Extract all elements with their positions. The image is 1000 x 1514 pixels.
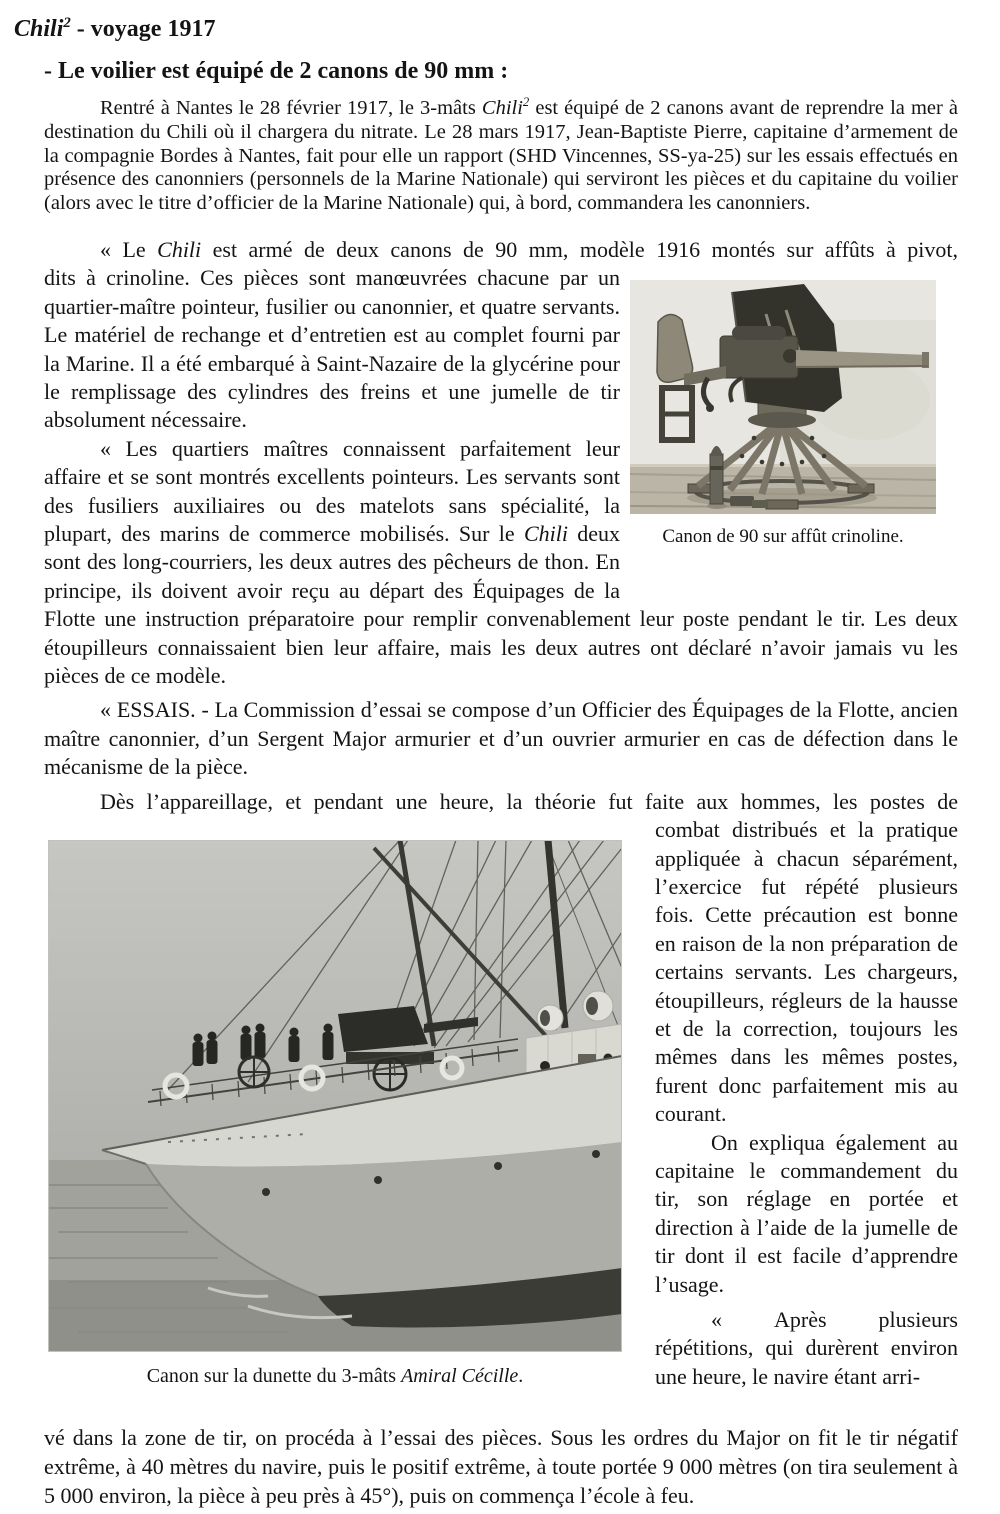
- ship-wheel: [239, 1057, 269, 1087]
- intro-paragraph: [44, 97, 958, 216]
- page-title: [14, 16, 958, 43]
- intro-ship-name: Chili: [481, 97, 523, 119]
- intro-superscript: 2: [522, 95, 530, 110]
- final-paragraph: vé dans la zone de tir, on procéda à l’essai des pièces. Sous les ordres du Major on fit le tir négatif extrême, à 40 mètres du navire, puis le positif extrême, à toute portée 9 000 mètres (on tira seulement à 5 000 environ, la pièce à peu près à 45°), puis on commença l’école à feu.: [44, 1425, 958, 1509]
- title-ship-name: Chili: [14, 16, 64, 42]
- quote-crews-text-rest: deux sont des long-courriers, les deux autres des pêcheurs de thon. En principe, ils doivent avoir reçu au départ des Équipages de la Flotte une instruction préparatoire pour remplir convenablement leur poste pendant le tir. Les deux étoupilleurs connaissaient bien leur affaire, mais les deux autres ont déclaré n’avoir jamais vu les pièces de ce modèle.: [44, 521, 958, 689]
- ship-caption-text: Canon sur la dunette du 3-mâts: [146, 1365, 402, 1388]
- cannon-section: [44, 264, 958, 781]
- ship-caption-name: Amiral Cécille: [401, 1365, 519, 1388]
- right-column-paragraph-2: On expliqua également au capitaine le commandement du tir, son réglage en portée et direction à l’aide de la jumelle de tir dont il est facile d’apprendre l’usage.: [655, 1129, 958, 1297]
- quote-crews-text: « Les quartiers maîtres connaissent parfaitement leur affaire et se sont montrés excellents pointeurs. Les servants sont des fusiliers auxiliaires ou des matelots sans spécialité, la plupart, des marins de commerce mobilisés. Sur le: [44, 435, 620, 547]
- ship-figure: [48, 840, 622, 1388]
- quote-ship-name: Chili: [157, 236, 202, 262]
- intro-text: Rentré à Nantes le 28 février 1917, le 3-mâts: [100, 97, 482, 119]
- cannon-photo: [630, 280, 936, 514]
- quote-essais-paragraph: « ESSAIS. - La Commission d’essai se compose d’un Officier des Équipages de la Flotte, ancien maître canonnier, d’un Sergent Major armurier et d’un ouvrier armurier en cas de défection dans le mécanisme de la pièce.: [44, 697, 958, 780]
- title-rest: - voyage 1917: [70, 16, 216, 42]
- quote-open: « Le: [100, 236, 158, 262]
- quote-armament-body: dits à crinoline. Ces pièces sont manœuvrées chacune par un quartier-maître pointeur, fusilier ou canonnier, et quatre servants. Le matériel de rechange et d’entretien est au complet fourni par la Marine. Il a été embarqué à Saint-Nazaire de la glycérine pour le remplissage des cylindres des freins et une jumelle de tir absolument nécessaire.: [44, 265, 620, 433]
- ship-caption: [48, 1365, 622, 1388]
- title-superscript: 2: [63, 15, 71, 31]
- quote-first-line-rest: est armé de deux canons de 90 mm, modèle 1916 montés sur affûts à pivot,: [201, 236, 959, 262]
- cannon-figure: [630, 280, 936, 548]
- quote-crews-ship-name: Chili: [523, 521, 568, 547]
- ship-photo: [48, 840, 622, 1352]
- intro-text-rest: est équipé de 2 canons avant de reprendre la mer à destination du Chili où il chargera du nitrate. Le 28 mars 1917, Jean-Baptiste Pierre, capitaine d’armement de la compagnie Bordes à Nantes, fait pour elle un rapport (SHD Vincennes, SS-ya-25) sur les essais effectués en présence des canonniers (personnels de la Marine Nationale) qui serviront les pièces et du capitaine du voilier (alors avec le titre d’officier de la Marine Nationale) qui, à bord, commandera les canonniers.: [44, 97, 958, 215]
- ship-section: [44, 816, 958, 1391]
- right-column-paragraph-1: combat distribués et la pratique appliquée à chacun séparément, l’exercice fut répété plusieurs fois. Cette précaution est bonne en raison de la non préparation de certains servants. Les chargeurs, étoupilleurs, régleurs de la hausse et de la correction, toujours les mêmes dans les mêmes postes, furent donc parfaitement mis au courant.: [655, 817, 958, 1127]
- quote-armament-first-line: [44, 236, 958, 264]
- ship-caption-period: .: [518, 1365, 524, 1388]
- theorie-first-line: Dès l’appareillage, et pendant une heure, la théorie fut faite aux hommes, les postes de: [100, 788, 958, 814]
- right-column-paragraph-3: « Après plusieurs répétitions, qui durèrent environ une heure, le navire étant arri-: [655, 1307, 958, 1389]
- cannon-caption: Canon de 90 sur affût crinoline.: [662, 526, 904, 548]
- section-heading: - Le voilier est équipé de 2 canons de 90 mm :: [44, 58, 509, 84]
